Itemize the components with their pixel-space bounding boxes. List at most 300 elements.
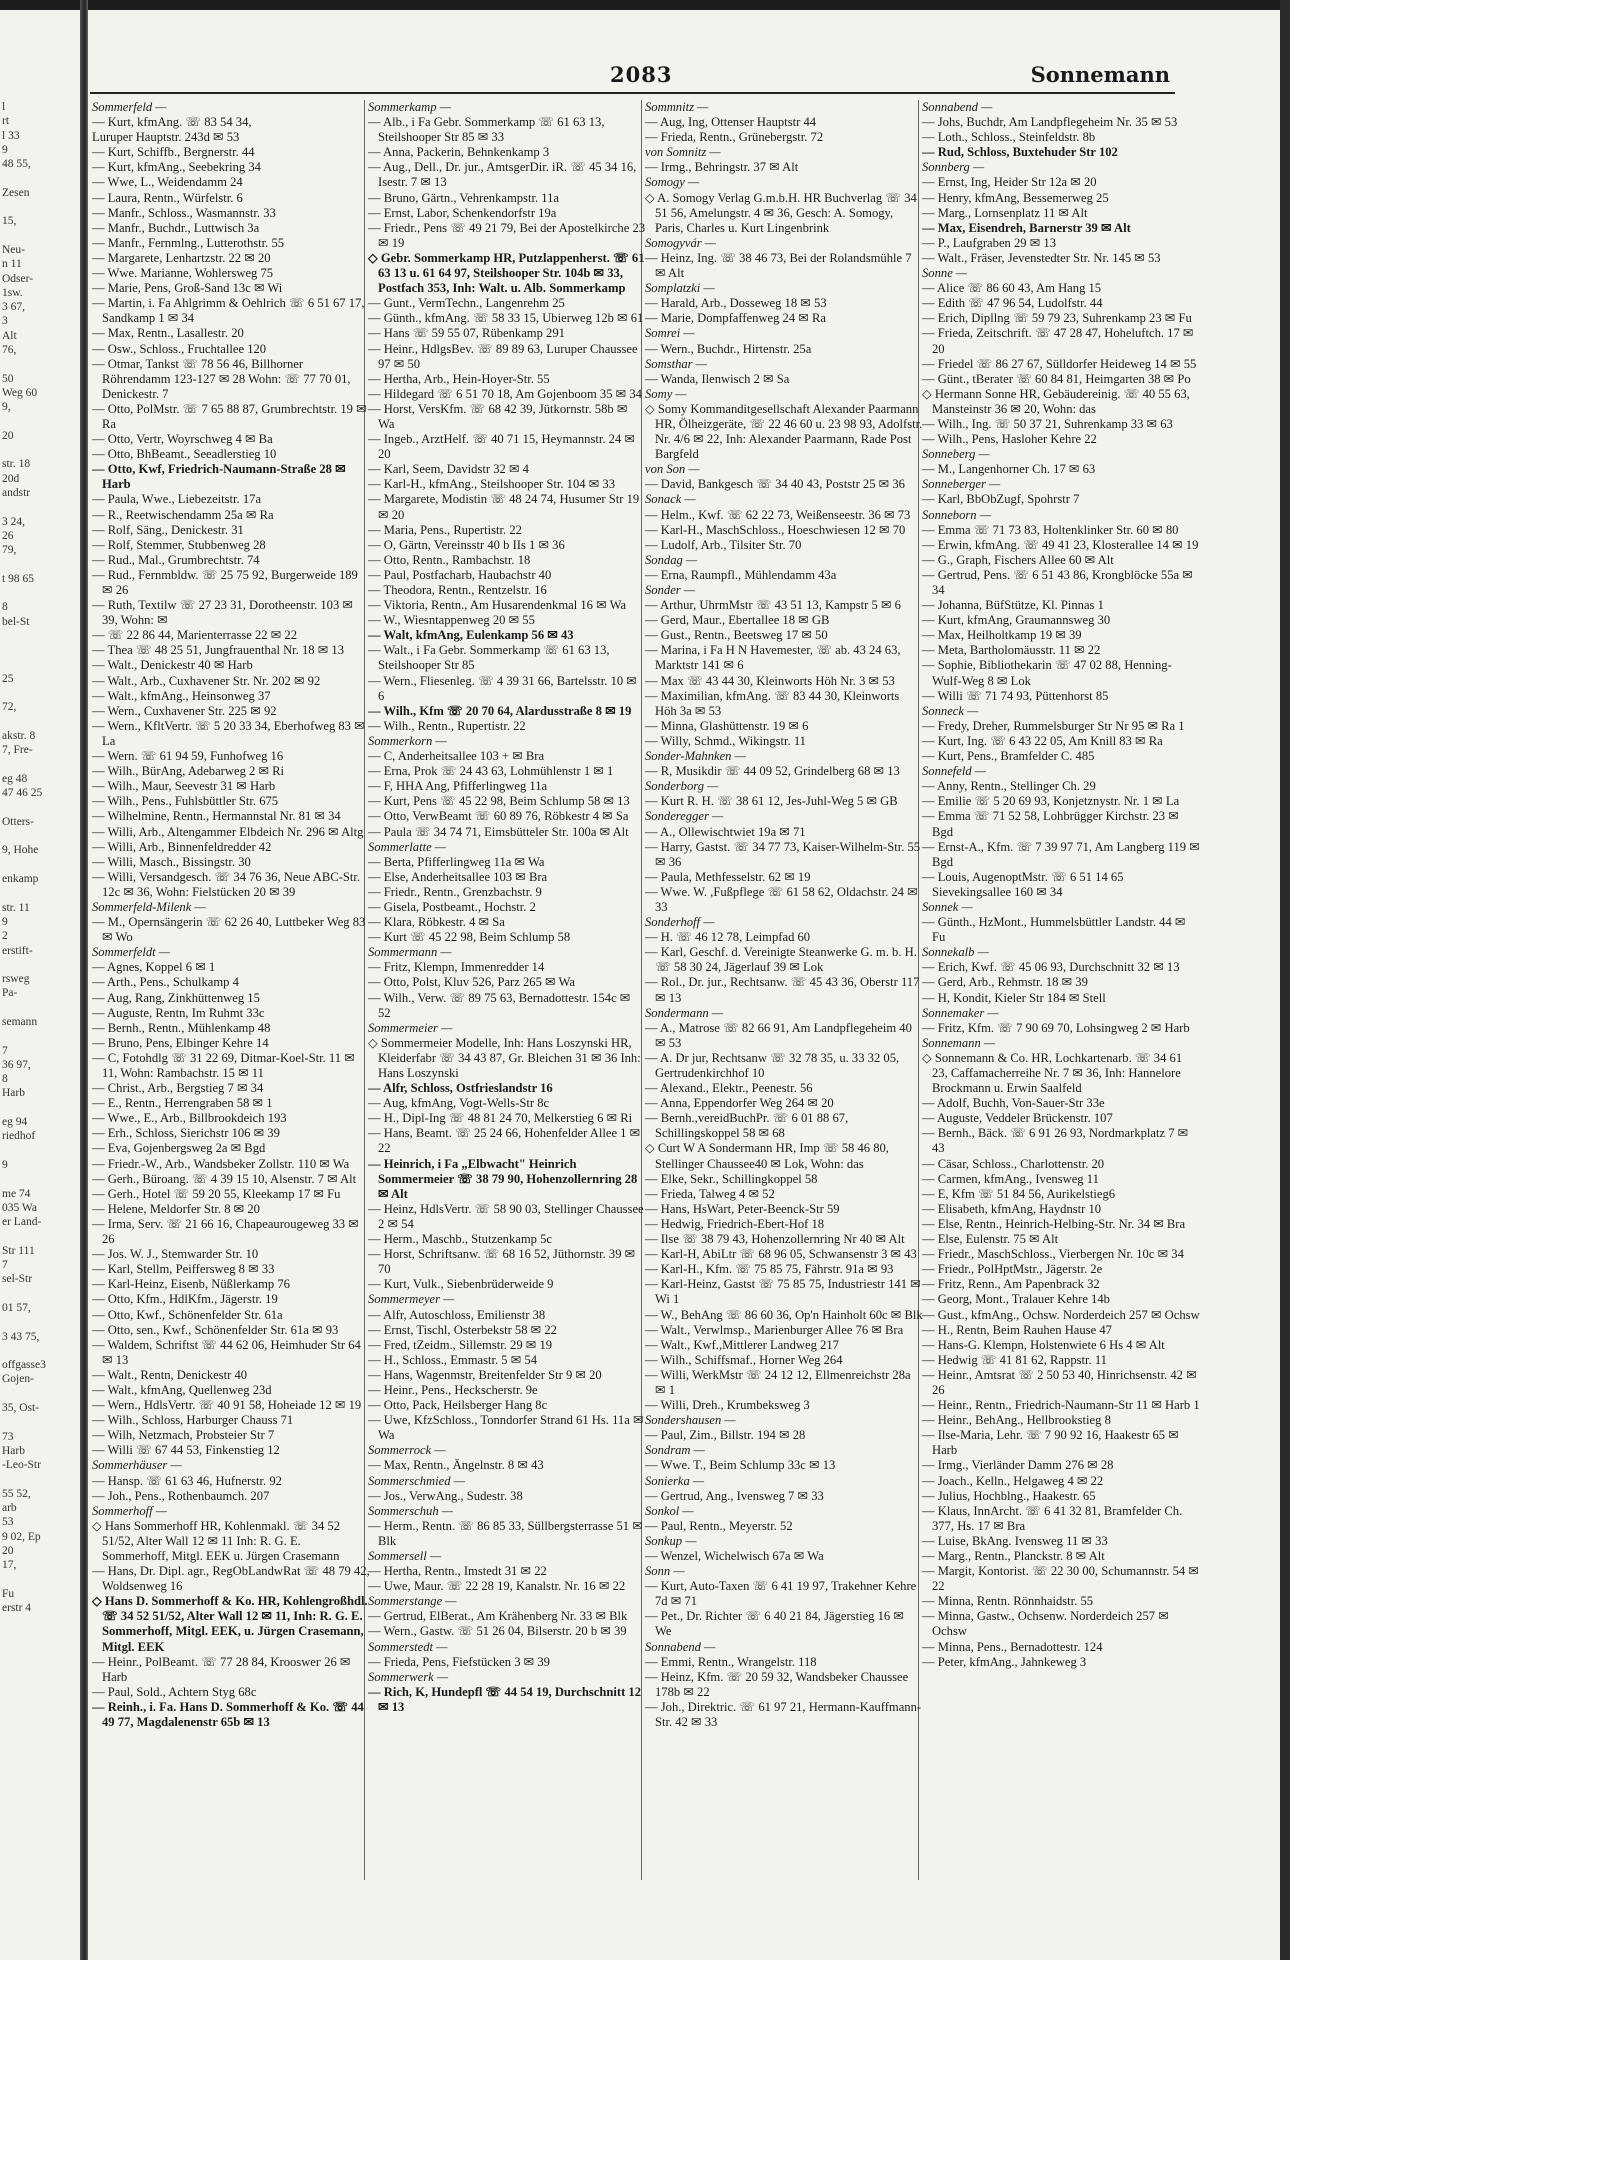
directory-entry: — Jos. W. J., Stemwarder Str. 10 — [92, 1247, 259, 1262]
directory-entry: — Waldem, Schriftst ☏ 44 62 06, Heimhuder Str 64 ✉ 13 — [92, 1337, 361, 1367]
directory-entry: — Hans ☏ 59 55 07, Rübenkamp 291 — [368, 326, 565, 341]
surname-heading: Sonneck — — [922, 703, 979, 718]
directory-entry: — Wern., KfltVertr. ☏ 5 20 33 34, Eberhofweg 83 ✉ La — [92, 718, 365, 748]
directory-entry: — Karl-Heinz, Eisenb, Nüßlerkamp 76 — [92, 1277, 290, 1292]
directory-entry: — Harry, Gastst. ☏ 34 77 73, Kaiser-Wilhelm-Str. 55 ✉ 36 — [645, 839, 921, 869]
directory-entry: — Max ☏ 43 44 30, Kleinworts Höh Nr. 3 ✉ 53 — [645, 673, 895, 688]
directory-entry: — Walt, kfmAng, Eulenkamp 56 ✉ 43 — [368, 628, 574, 643]
directory-entry: — Manfr., Schloss., Wasmannstr. 33 — [92, 205, 276, 220]
edge-fragment — [2, 1473, 78, 1487]
directory-entry: — F, HHA Ang, Pfifferlingweg 11a — [368, 779, 548, 794]
directory-entry: — Auguste, Veddeler Brückenstr. 107 — [922, 1111, 1113, 1126]
edge-fragment: Odser- — [2, 272, 34, 285]
edge-fragment — [2, 658, 78, 672]
directory-entry: — Ruth, Textilw ☏ 27 23 31, Dorotheenstr. 103 ✉ 39, Wohn: ✉ — [92, 598, 353, 628]
surname-heading: Sonnek — — [922, 899, 973, 914]
edge-fragment: 20 — [2, 1544, 14, 1557]
directory-entry: — Karl-H., MaschSchloss., Hoeschwiesen 12 ✉ 70 — [645, 522, 906, 537]
surname-heading: von Son — — [645, 462, 700, 477]
directory-entry: — Klara, Röbkestr. 4 ✉ Sa — [368, 915, 505, 930]
surname-heading: Sommerkamp — — [368, 100, 451, 114]
directory-entry: — Joach., Kelln., Helgaweg 4 ✉ 22 — [922, 1473, 1104, 1488]
edge-fragment: n 11 — [2, 258, 22, 271]
surname-heading: Somy — — [645, 386, 687, 401]
directory-entry: — Marina, i Fa H N Havemester, ☏ ab. 43 24 63, Marktstr 141 ✉ 6 — [645, 643, 901, 673]
edge-fragment: 01 57, — [2, 1301, 31, 1314]
directory-entry: — Otto, BhBeamt., Seeadlerstieg 10 — [92, 447, 277, 462]
directory-entry: — Martin, i. Fa Ahlgrimm & Oehlrich ☏ 6 51 67 17, Sandkamp 1 ✉ 34 — [92, 296, 365, 326]
edge-fragment: 1sw. — [2, 286, 23, 299]
directory-entry: — Rolf, Stemmer, Stubbenweg 28 — [92, 537, 266, 552]
edge-fragment: 9, Hohe — [2, 844, 39, 857]
directory-entry: — A. Dr jur, Rechtsanw ☏ 32 78 35, u. 33 32 05, Gertrudenkirchhof 10 — [645, 1050, 900, 1080]
edge-fragment — [2, 357, 78, 371]
edge-fragment: akstr. 8 — [2, 730, 36, 743]
directory-entry: — Rud., Mal., Grumbrechtstr. 74 — [92, 552, 260, 567]
directory-entry: — Erich, Dipllng ☏ 59 79 23, Suhrenkamp 23 ✉ Fu — [922, 311, 1192, 326]
directory-entry: — R, Musikdir ☏ 44 09 52, Grindelberg 68 ✉ 13 — [645, 764, 900, 779]
directory-entry: — Marie, Pens, Groß-Sand 13c ✉ Wi — [92, 281, 283, 296]
directory-entry: — Wern., HdlsVertr. ☏ 40 91 58, Hoheiade 12 ✉ 19 — [92, 1398, 362, 1413]
directory-entry: — Kurt, kfmAng. ☏ 83 54 34, — [92, 115, 252, 130]
directory-column-1 — [92, 100, 370, 1730]
directory-entry: — Hansp. ☏ 61 63 46, Hufnerstr. 92 — [92, 1473, 282, 1488]
edge-fragment: l 33 — [2, 129, 20, 142]
directory-entry: — M., Langenhorner Ch. 17 ✉ 63 — [922, 462, 1096, 477]
edge-fragment: 15, — [2, 215, 17, 228]
edge-fragment — [2, 1344, 78, 1358]
surname-heading: Sommerkorn — — [368, 733, 447, 748]
edge-fragment — [2, 629, 78, 643]
surname-heading: Sommerhäuser — — [92, 1458, 182, 1473]
directory-entry: — Wanda, Ilenwisch 2 ✉ Sa — [645, 371, 790, 386]
directory-entry: — R., Reetwischendamm 25a ✉ Ra — [92, 507, 274, 522]
directory-entry: — Wilh, Netzmach, Probsteier Str 7 — [92, 1428, 275, 1443]
directory-entry: — Helm., Kwf. ☏ 62 22 73, Weißenseestr. 36 ✉ 73 — [645, 507, 911, 522]
edge-fragment — [2, 886, 78, 900]
edge-fragment: Gojen- — [2, 1373, 34, 1386]
directory-entry: — Pet., Dr. Richter ☏ 6 40 21 84, Jägerstieg 16 ✉ We — [645, 1609, 904, 1639]
directory-entry: — Karl-Heinz, Gastst ☏ 75 85 75, Industriestr 141 ✉ Wi 1 — [645, 1277, 921, 1307]
directory-entry: — David, Bankgesch ☏ 34 40 43, Poststr 25 ✉ 36 — [645, 477, 905, 492]
directory-entry: — Hans, Beamt. ☏ 25 24 66, Hohenfelder Allee 1 ✉ 22 — [368, 1126, 641, 1156]
surname-heading: Somsthar — — [645, 356, 707, 371]
edge-fragment: l — [2, 101, 6, 113]
directory-entry: — Kurt, Pens ☏ 45 22 98, Beim Schlump 58 ✉ 13 — [368, 794, 630, 809]
directory-entry: — Friedr., PolHptMstr., Jägerstr. 2e — [922, 1262, 1103, 1277]
surname-heading: Sommermann — — [368, 945, 452, 960]
directory-entry: — Willi, Masch., Bissingstr. 30 — [92, 854, 251, 869]
running-head: Sonnemann — [1030, 62, 1170, 87]
directory-entry: — Walt., Verwlmsp., Marienburger Allee 76 ✉ Bra — [645, 1322, 904, 1337]
edge-fragment: Otters- — [2, 815, 34, 828]
header-rule — [90, 92, 1175, 94]
edge-fragment: Pa- — [2, 987, 18, 1000]
directory-entry: — Günth., HzMont., Hummelsbüttler Landstr. 44 ✉ Fu — [922, 915, 1186, 945]
directory-entry: — Wenzel, Wichelwisch 67a ✉ Wa — [645, 1549, 824, 1563]
directory-entry: — Wilh., BürAng, Adebarweg 2 ✉ Ri — [92, 764, 285, 779]
edge-fragment: 7 — [2, 1259, 8, 1272]
surname-heading: Somrei — — [645, 326, 695, 341]
edge-fragment: 9 — [2, 1158, 8, 1171]
directory-entry: — Karl, BbObZugf, Spohrstr 7 — [922, 492, 1080, 507]
book-gutter — [80, 0, 88, 1960]
edge-fragment: offgasse3 — [2, 1359, 46, 1372]
directory-entry: — E., Rentn., Herrengraben 58 ✉ 1 — [92, 1096, 273, 1111]
directory-entry: — Bernh.,vereidBuchPr. ☏ 6 01 88 67, Schillingskoppel 58 ✉ 68 — [645, 1111, 849, 1141]
directory-entry: — Willi, Dreh., Krumbeksweg 3 — [645, 1398, 810, 1413]
surname-heading: Sonn — — [645, 1564, 685, 1579]
directory-entry: — Walt., kfmAng, Quellenweg 23d — [92, 1382, 272, 1397]
directory-entry: — Aug, Rang, Zinkhüttenweg 15 — [92, 990, 260, 1005]
surname-heading: Sonack — — [645, 492, 696, 507]
edge-fragment: 3 — [2, 315, 8, 328]
directory-entry: — Gust., kfmAng., Ochsw. Norderdeich 257 ✉ Ochsw — [922, 1307, 1200, 1322]
directory-entry: — Herm., Maschb., Stutzenkamp 5c — [368, 1232, 552, 1247]
directory-entry: — Kurt, Pens., Bramfelder C. 485 — [922, 749, 1095, 764]
directory-entry: — P., Laufgraben 29 ✉ 13 — [922, 235, 1057, 250]
directory-entry: — Max, Rentn., Lasallestr. 20 — [92, 326, 244, 341]
directory-entry: — Emilie ☏ 5 20 69 93, Konjetznystr. Nr. 1 ✉ La — [922, 794, 1180, 809]
directory-entry: — Willi ☏ 67 44 53, Finkenstieg 12 — [92, 1443, 280, 1458]
edge-fragment — [2, 1573, 78, 1587]
edge-fragment: 035 Wa — [2, 1201, 37, 1214]
directory-entry: — Walt., Arb., Cuxhavener Str. Nr. 202 ✉ 92 — [92, 673, 321, 688]
directory-entry: — Paul, Zim., Billstr. 194 ✉ 28 — [645, 1428, 806, 1443]
directory-entry: — Louis, AugenoptMstr. ☏ 6 51 14 65 Sievekingsallee 160 ✉ 34 — [922, 869, 1124, 899]
directory-entry: — Erh., Schloss, Sierichstr 106 ✉ 39 — [92, 1126, 280, 1141]
edge-fragment: 8 — [2, 601, 8, 614]
directory-entry: — Fredy, Dreher, Rummelsburger Str Nr 95 ✉ Ra 1 — [922, 718, 1185, 733]
directory-entry: — A., Matrose ☏ 82 66 91, Am Landpflegeheim 40 ✉ 53 — [645, 1020, 912, 1050]
edge-fragment: 9 — [2, 915, 8, 928]
edge-fragment — [2, 229, 78, 243]
directory-entry: ◇ Sommermeier Modelle, Inh: Hans Loszynski HR, Kleiderfabr ☏ 34 43 87, Gr. Bleichen 31 ✉ 36 Inh: Hans Loszynski — [368, 1035, 641, 1080]
edge-fragment: 25 — [2, 672, 14, 685]
directory-entry: — Karl-H, AbiLtr ☏ 68 96 05, Schwansenstr 3 ✉ 43 — [645, 1247, 917, 1262]
directory-entry: — Walt., Kwf.,Mittlerer Landweg 217 — [645, 1337, 839, 1352]
directory-entry: — Rud, Schloss, Buxtehuder Str 102 — [922, 145, 1118, 160]
surname-heading: Somogyvár — — [645, 235, 717, 250]
directory-entry: — Hedwig, Friedrich-Ebert-Hof 18 — [645, 1216, 825, 1231]
directory-entry: — Marg., Lornsenplatz 11 ✉ Alt — [922, 205, 1088, 220]
edge-fragment — [2, 1101, 78, 1115]
edge-fragment: Harb — [2, 1087, 25, 1100]
surname-heading: Sondram — — [645, 1443, 705, 1458]
edge-fragment: 55 52, — [2, 1487, 31, 1500]
surname-heading: Sommermeier — — [368, 1020, 453, 1035]
edge-fragment — [2, 1315, 78, 1329]
directory-entry: — Wilh., Verw. ☏ 89 75 63, Bernadottestr. 154c ✉ 52 — [368, 990, 631, 1020]
edge-fragment: 47 46 25 — [2, 787, 43, 800]
edge-fragment: 20d — [2, 472, 20, 485]
directory-entry: ◇ Gebr. Sommerkamp HR, Putzlappenherst. ☏ 61 63 13 u. 61 64 97, Steilshooper Str. 104b ✉ 33, Postfach 353, Inh: Walt. u. Alb. Sommerkamp — [368, 250, 645, 296]
edge-fragment: 3 67, — [2, 301, 25, 314]
directory-entry: — Jos., VerwAng., Sudestr. 38 — [368, 1488, 523, 1503]
directory-entry: — H, Kondit, Kieler Str 184 ✉ Stell — [922, 990, 1106, 1005]
directory-entry: — Heinr., Amtsrat ☏ 2 50 53 40, Hinrichsenstr. 42 ✉ 26 — [922, 1367, 1197, 1397]
directory-entry: — Meta, Bartholomäusstr. 11 ✉ 22 — [922, 643, 1101, 658]
directory-entry: — Theodora, Rentn., Rentzelstr. 16 — [368, 583, 547, 597]
directory-entry: — Else, Rentn., Heinrich-Helbing-Str. Nr. 34 ✉ Bra — [922, 1216, 1186, 1231]
edge-fragment — [2, 1001, 78, 1015]
directory-entry: — Frieda, Talweg 4 ✉ 52 — [645, 1186, 775, 1201]
directory-entry: — Kurt, Schiffb., Bergnerstr. 44 — [92, 145, 255, 160]
directory-entry: — Hertha, Arb., Hein-Hoyer-Str. 55 — [368, 371, 550, 386]
surname-heading: Sonne — — [922, 266, 968, 281]
edge-fragment: 48 55, — [2, 158, 31, 171]
edge-fragment — [2, 715, 78, 729]
surname-heading: Sonnefeld — — [922, 764, 987, 779]
surname-heading: Sommerschmied — — [368, 1473, 465, 1488]
directory-entry: — O, Gärtn, Vereinsstr 40 b IIs 1 ✉ 36 — [368, 537, 565, 552]
edge-fragment — [2, 1387, 78, 1401]
directory-entry: — Berta, Pfifferlingweg 11a ✉ Wa — [368, 854, 545, 869]
directory-entry: — Peter, kfmAng., Jahnkeweg 3 — [922, 1654, 1087, 1669]
directory-entry: — Joh., Direktric. ☏ 61 97 21, Hermann-Kauffmann-Str. 42 ✉ 33 — [645, 1699, 922, 1730]
directory-entry: — Wern. ☏ 61 94 59, Funhofweg 16 — [92, 749, 284, 764]
directory-entry: — Emmi, Rentn., Wrangelstr. 118 — [645, 1654, 817, 1669]
directory-entry: — Fritz, Renn., Am Papenbrack 32 — [922, 1277, 1100, 1292]
edge-fragment: 9, — [2, 401, 11, 414]
surname-heading: Sonder-Mahnken — — [645, 749, 746, 764]
directory-entry: — Willi, Versandgesch. ☏ 34 76 36, Neue ABC-Str. 12c ✉ 36, Wohn: Fielstücken 20 ✉ 39 — [92, 869, 361, 899]
edge-fragment: erstift- — [2, 944, 33, 957]
directory-entry: — Anna, Eppendorfer Weg 264 ✉ 20 — [645, 1096, 834, 1111]
edge-fragment: 35, Ost- — [2, 1402, 40, 1415]
directory-entry: — Helene, Meldorfer Str. 8 ✉ 20 — [92, 1201, 260, 1216]
surname-heading: Sonderborg — — [645, 779, 719, 794]
directory-entry: — Willi, Arb., Binnenfeldredder 42 — [92, 839, 272, 854]
directory-entry: — Heinz, HdlsVertr. ☏ 58 90 03, Stellinger Chaussee 2 ✉ 54 — [368, 1201, 644, 1231]
directory-entry: — Rud., Fernmbldw. ☏ 25 75 92, Burgerweide 189 ✉ 26 — [92, 567, 358, 597]
directory-entry: — Loth., Schloss., Steinfeldstr. 8b — [922, 130, 1096, 145]
directory-entry: ◇ Curt W A Sondermann HR, Imp ☏ 58 46 80, Stellinger Chaussee40 ✉ Lok, Wohn: das — [645, 1141, 889, 1171]
surname-heading: Sonnberg — — [922, 160, 985, 175]
directory-entry: — Hildegard ☏ 6 51 70 18, Am Gojenboom 35 ✉ 34 — [368, 386, 642, 401]
edge-fragment: andstr — [2, 487, 31, 500]
scan-top-edge — [0, 0, 1280, 10]
directory-entry: — Margarete, Lenhartzstr. 22 ✉ 20 — [92, 250, 271, 265]
edge-fragment: 17, — [2, 1559, 17, 1572]
surname-heading: Sommerlatte — — [368, 839, 447, 854]
directory-entry: — Otto, Polst, Kluv 526, Parz 265 ✉ Wa — [368, 975, 575, 990]
directory-entry: — Hans, Wagenmstr, Breitenfelder Str 9 ✉ 20 — [368, 1367, 602, 1382]
directory-entry: — Heinz, Kfm. ☏ 20 59 32, Wandsbeker Chaussee 178b ✉ 22 — [645, 1669, 909, 1699]
edge-fragment: 36 97, — [2, 1058, 31, 1071]
directory-entry: — ☏ 22 86 44, Marienterrasse 22 ✉ 22 — [92, 628, 298, 643]
directory-entry: — Kurt R. H. ☏ 38 61 12, Jes-Juhl-Weg 5 ✉ GB — [645, 794, 898, 809]
surname-heading: Sommnitz — — [645, 100, 709, 114]
directory-entry: — Arthur, UhrmMstr ☏ 43 51 13, Kampstr 5 ✉ 6 — [645, 598, 901, 613]
directory-entry: — Auguste, Rentn, Im Ruhmt 33c — [92, 1005, 265, 1020]
page-number: 2083 — [610, 62, 673, 87]
surname-heading: Sommerfeld-Milenk — — [92, 899, 206, 914]
directory-entry: — Walt., i Fa Gebr. Sommerkamp ☏ 61 63 13, Steilshooper Str 85 — [368, 643, 610, 673]
directory-entry: — Wilh., Schiffsmaf., Horner Weg 264 — [645, 1352, 843, 1367]
directory-entry: — Erich, Kwf. ☏ 45 06 93, Durchschnitt 32 ✉ 13 — [922, 960, 1180, 975]
directory-entry: — Anna, Packerin, Behnkenkamp 3 — [368, 145, 550, 160]
edge-fragment: eg 94 — [2, 1116, 28, 1129]
directory-entry: — Margit, Kontorist. ☏ 22 30 00, Schumannstr. 54 ✉ 22 — [922, 1564, 1199, 1594]
directory-entry: — Wern., Cuxhavener Str. 225 ✉ 92 — [92, 703, 277, 718]
directory-entry: — Marg., Rentn., Planckstr. 8 ✉ Alt — [922, 1549, 1105, 1563]
directory-entry: — Sophie, Bibliothekarin ☏ 47 02 88, Henning-Wulf-Weg 8 ✉ Lok — [922, 658, 1172, 688]
edge-fragment — [2, 1172, 78, 1186]
surname-heading: Sondermann — — [645, 1005, 724, 1020]
edge-fragment: Harb — [2, 1444, 25, 1457]
directory-entry: — Harald, Arb., Dosseweg 18 ✉ 53 — [645, 296, 827, 311]
edge-fragment: 26 — [2, 529, 14, 542]
directory-entry: — Maria, Pens., Rupertistr. 22 — [368, 522, 522, 537]
directory-entry: — Willi ☏ 71 74 93, Püttenhorst 85 — [922, 688, 1109, 703]
edge-fragment: 50 — [2, 372, 14, 385]
directory-entry: — W., Wiesntappenweg 20 ✉ 55 — [368, 613, 535, 628]
directory-entry: — Cäsar, Schloss., Charlottenstr. 20 — [922, 1156, 1105, 1171]
surname-heading: Somplatzki — — [645, 281, 715, 296]
directory-entry: — Bruno, Gärtn., Vehrenkampstr. 11a — [368, 190, 559, 205]
directory-entry: — Minna, Gastw., Ochsenw. Norderdeich 257 ✉ Ochsw — [922, 1609, 1169, 1639]
edge-fragment: er Land- — [2, 1216, 42, 1229]
directory-entry: — Erna, Raumpfl., Mühlendamm 43a — [645, 567, 837, 582]
directory-entry: — Alfr, Schloss, Ostfrieslandstr 16 — [368, 1081, 553, 1096]
directory-entry: — Wern., Gastw. ☏ 51 26 04, Bilserstr. 20 b ✉ 39 — [368, 1624, 627, 1639]
edge-fragment — [2, 1144, 78, 1158]
edge-fragment — [2, 443, 78, 457]
directory-entry: — Rolf, Säng., Denickestr. 31 — [92, 522, 244, 537]
edge-fragment — [2, 1287, 78, 1301]
directory-column-3 — [645, 100, 923, 1730]
directory-entry: — Ingeb., ArztHelf. ☏ 40 71 15, Heymannstr. 24 ✉ 20 — [368, 432, 635, 462]
edge-fragment: enkamp — [2, 873, 39, 886]
edge-fragment — [2, 1415, 78, 1429]
directory-entry: — Frieda, Zeitschrift. ☏ 47 28 47, Hoheluftch. 17 ✉ 20 — [922, 326, 1194, 356]
directory-entry: — Walt., kfmAng., Heinsonweg 37 — [92, 688, 271, 703]
directory-entry: — Uwe, Maur. ☏ 22 28 19, Kanalstr. Nr. 16 ✉ 22 — [368, 1579, 626, 1594]
directory-entry: — Heinr., Rentn., Friedrich-Naumann-Str 11 ✉ Harb 1 — [922, 1398, 1200, 1413]
directory-entry: ◇ Hans Sommerhoff HR, Kohlenmakl. ☏ 34 52 51/52, Alter Wall 12 ✉ 11 Inh: R. G. E. Sommerhoff, Mitgl. EEK u. Jürgen Crasemann — [92, 1518, 341, 1563]
edge-fragment: 73 — [2, 1430, 14, 1443]
directory-entry: — Max, Heilholtkamp 19 ✉ 39 — [922, 628, 1082, 643]
directory-entry: — Karl, Seem, Davidstr 32 ✉ 4 — [368, 462, 529, 477]
edge-fragment: 7, Fre- — [2, 744, 33, 757]
directory-entry: — Johs, Buchdr, Am Landpflegeheim Nr. 35 ✉ 53 — [922, 115, 1178, 130]
edge-fragment: arb — [2, 1502, 17, 1515]
directory-entry: — Otto, VerwBeamt ☏ 60 89 76, Röbkestr 4 ✉ Sa — [368, 809, 629, 824]
directory-entry: — Ludolf, Arb., Tilsiter Str. 70 — [645, 537, 802, 552]
directory-entry: — Fred, tZeidm., Sillemstr. 29 ✉ 19 — [368, 1337, 553, 1352]
directory-entry: — Kurt, Ing. ☏ 6 43 22 05, Am Knill 83 ✉ Ra — [922, 733, 1163, 748]
surname-heading: Sonierka — — [645, 1473, 705, 1488]
directory-entry: — Otto, Vertr, Woyrschweg 4 ✉ Ba — [92, 432, 273, 447]
directory-entry: — Herm., Rentn. ☏ 86 85 33, Süllbergsterrasse 51 ✉ Blk — [368, 1518, 643, 1548]
directory-entry: — Klaus, InnArcht. ☏ 6 41 32 81, Bramfelder Ch. 377, Hs. 17 ✉ Bra — [922, 1503, 1183, 1533]
directory-entry: — Hans-G. Klempn, Holstenwiete 6 Hs 4 ✉ Alt — [922, 1337, 1165, 1352]
edge-fragment: 7 — [2, 1044, 8, 1057]
directory-entry: — Ernst, Ing, Heider Str 12a ✉ 20 — [922, 175, 1097, 190]
directory-entry: — Bernh., Bäck. ☏ 6 91 26 93, Nordmarkplatz 7 ✉ 43 — [922, 1126, 1189, 1156]
edge-fragment: erstr 4 — [2, 1602, 32, 1615]
directory-entry: — Willi, WerkMstr ☏ 24 12 12, Ellmenreichstr 28a ✉ 1 — [645, 1367, 911, 1397]
edge-fragment — [2, 686, 78, 700]
directory-entry: — Max, Eisendreh, Barnerstr 39 ✉ Alt — [922, 220, 1131, 235]
directory-entry: — Heinr., Pens., Heckscherstr. 9e — [368, 1382, 538, 1397]
directory-entry: — Horst, Schriftsanw. ☏ 68 16 52, Jüthornstr. 39 ✉ 70 — [368, 1247, 636, 1277]
directory-entry: — Arth., Pens., Schulkamp 4 — [92, 975, 239, 990]
directory-entry: — Erna, Prok ☏ 24 43 63, Lohmühlenstr 1 ✉ 1 — [368, 764, 614, 779]
directory-entry: — Horst, VersKfm. ☏ 68 42 39, Jütkornstr. 58b ✉ Wa — [368, 401, 628, 431]
directory-entry: — Bruno, Pens, Elbinger Kehre 14 — [92, 1035, 269, 1050]
directory-entry: — Karl, Stellm, Peiffersweg 8 ✉ 33 — [92, 1262, 275, 1277]
directory-entry: — Rich, K, Hundepfl ☏ 44 54 19, Durchschnitt 12 ✉ 13 — [368, 1684, 642, 1714]
directory-entry: — Emma ☏ 71 52 58, Lohbrügger Kirchstr. 23 ✉ Bgd — [922, 809, 1179, 839]
directory-entry: — Bernh., Rentn., Mühlenkamp 48 — [92, 1020, 271, 1035]
directory-entry: — Irma, Serv. ☏ 21 66 16, Chapeaurougeweg 33 ✉ 26 — [92, 1216, 359, 1247]
directory-entry: — Ernst-A., Kfm. ☏ 7 39 97 71, Am Langberg 119 ✉ Bgd — [922, 839, 1200, 869]
directory-entry: — Heinr., HdlgsBev. ☏ 89 89 63, Luruper Chaussee 97 ✉ 50 — [368, 341, 638, 371]
directory-entry: — Ernst, Tischl, Osterbekstr 58 ✉ 22 — [368, 1322, 557, 1337]
surname-heading: von Somnitz — — [645, 145, 721, 160]
directory-entry: ◇ Sonnemann & Co. HR, Lochkartenarb. ☏ 34 61 23, Caffamacherreihe Nr. 7 ✉ 36, Inh: Hannelore Brockmann u. Erwin Saalfeld — [922, 1050, 1183, 1096]
directory-entry: — Luise, BkAng. Ivensweg 11 ✉ 33 — [922, 1533, 1108, 1548]
surname-heading: Sonnekalb — — [922, 945, 989, 960]
directory-entry: — Alexand., Elektr., Peenestr. 56 — [645, 1081, 813, 1096]
surname-heading: Sonnabend — — [645, 1639, 716, 1654]
edge-fragment: Fu — [2, 1587, 15, 1600]
directory-entry: — Margarete, Modistin ☏ 48 24 74, Husumer Str 19 ✉ 20 — [368, 492, 640, 522]
directory-entry: — E, Kfm ☏ 51 84 56, Aurikelstieg6 — [922, 1186, 1116, 1201]
directory-entry: — W., BehAng ☏ 86 60 36, Op'n Hainholt 60c ✉ Blk — [645, 1307, 923, 1322]
directory-entry: — Paula, Methfesselstr. 62 ✉ 19 — [645, 869, 811, 884]
directory-entry: — Reinh., i. Fa. Hans D. Sommerhoff & Ko. ☏ 44 49 77, Magdalenenstr 65b ✉ 13 — [92, 1699, 364, 1730]
directory-entry: — H., Rentn, Beim Rauhen Hause 47 — [922, 1322, 1112, 1337]
directory-entry: — Else, Anderheitsallee 103 ✉ Bra — [368, 869, 548, 884]
surname-heading: Sonnemann — — [922, 1035, 996, 1050]
directory-entry: — Ilse-Maria, Lehr. ☏ 7 90 92 16, Haakestr 65 ✉ Harb — [922, 1428, 1179, 1458]
directory-entry: — Paula ☏ 34 74 71, Eimsbütteler Str. 100a ✉ Alt — [368, 824, 629, 839]
edge-fragment: riedhof — [2, 1130, 36, 1143]
directory-entry: — Willi, Arb., Altengammer Elbdeich Nr. 296 ✉ Altg — [92, 824, 364, 839]
directory-entry: — Gust., Rentn., Beetsweg 17 ✉ 50 — [645, 628, 828, 643]
directory-entry: — Else, Eulenstr. 75 ✉ Alt — [922, 1232, 1059, 1247]
directory-entry: ◇ Hans D. Sommerhoff & Ko. HR, Kohlengroßhdl. ☏ 34 52 51/52, Alter Wall 12 ✉ 11, Inh: R. G. E. Sommerhoff, Mitgl. EEK, u. Jürgen Crasemann, Mitgl. EEK — [92, 1594, 368, 1654]
directory-entry: — H. ☏ 46 12 78, Leimpfad 60 — [645, 930, 811, 945]
surname-heading: Sommermeyer — — [368, 1292, 455, 1307]
directory-entry: — Laura, Rentn., Würfelstr. 6 — [92, 190, 243, 205]
surname-heading: Sonneberger — — [922, 477, 1001, 492]
directory-entry: — Manfr., Buchdr., Luttwisch 3a — [92, 220, 260, 235]
directory-entry: — M., Opernsängerin ☏ 62 26 40, Luttbeker Weg 83 ✉ Wo — [92, 915, 366, 945]
directory-entry: — Wilh., Schloss, Harburger Chauss 71 — [92, 1413, 294, 1428]
edge-fragment: -Leo-Str — [2, 1459, 41, 1472]
directory-entry: — Irmg., Behringstr. 37 ✉ Alt — [645, 160, 799, 175]
directory-entry: — Wern., Buchdr., Hirtenstr. 25a — [645, 341, 812, 356]
directory-entry: — Elke, Sekr., Schillingkoppel 58 — [645, 1171, 818, 1186]
directory-entry: — Wilh., Ing. ☏ 50 37 21, Suhrenkamp 33 ✉ 63 — [922, 416, 1173, 431]
directory-entry: ◇ Somy Kommanditgesellschaft Alexander Paarmann HR, Ölheizgeräte, ☏ 22 46 60 u. 23 98 93, Adolfstr. Nr. 4/6 ✉ 22, Inh: Alexander Paarmann, Rade Post Bargfeld — [645, 401, 923, 462]
directory-entry: — Kurt ☏ 45 22 98, Beim Schlump 58 — [368, 930, 571, 945]
directory-entry: — Heinr., PolBeamt. ☏ 77 28 84, Krooswег 26 ✉ Harb — [92, 1654, 351, 1684]
edge-fragment: 53 — [2, 1516, 14, 1529]
directory-entry: — Christ., Arb., Bergstieg 7 ✉ 34 — [92, 1081, 264, 1096]
directory-entry: — Uwe, KfzSchloss., Tonndorfer Strand 61 Hs. 11a ✉ Wa — [368, 1413, 644, 1443]
directory-entry: — Wwe. W. ,Fußpflege ☏ 61 58 62, Oldachstr. 24 ✉ 33 — [645, 884, 918, 914]
directory-entry: — Otmar, Tankst ☏ 78 56 46, Billhorner Röhrendamm 123-127 ✉ 28 Wohn: ☏ 77 70 01, Denickestr. 7 — [92, 356, 351, 401]
directory-entry: — Gerd, Arb., Rehmstr. 18 ✉ 39 — [922, 975, 1088, 990]
directory-entry: ◇ Hermann Sonne HR, Gebäudereinig. ☏ 40 55 63, Mansteinstr 36 ✉ 20, Wohn: das — [922, 386, 1190, 416]
directory-entry: — Manfr., Fernmlng., Lutterothstr. 55 — [92, 235, 285, 250]
directory-entry: — Osw., Schloss., Fruchtallee 120 — [92, 341, 267, 356]
